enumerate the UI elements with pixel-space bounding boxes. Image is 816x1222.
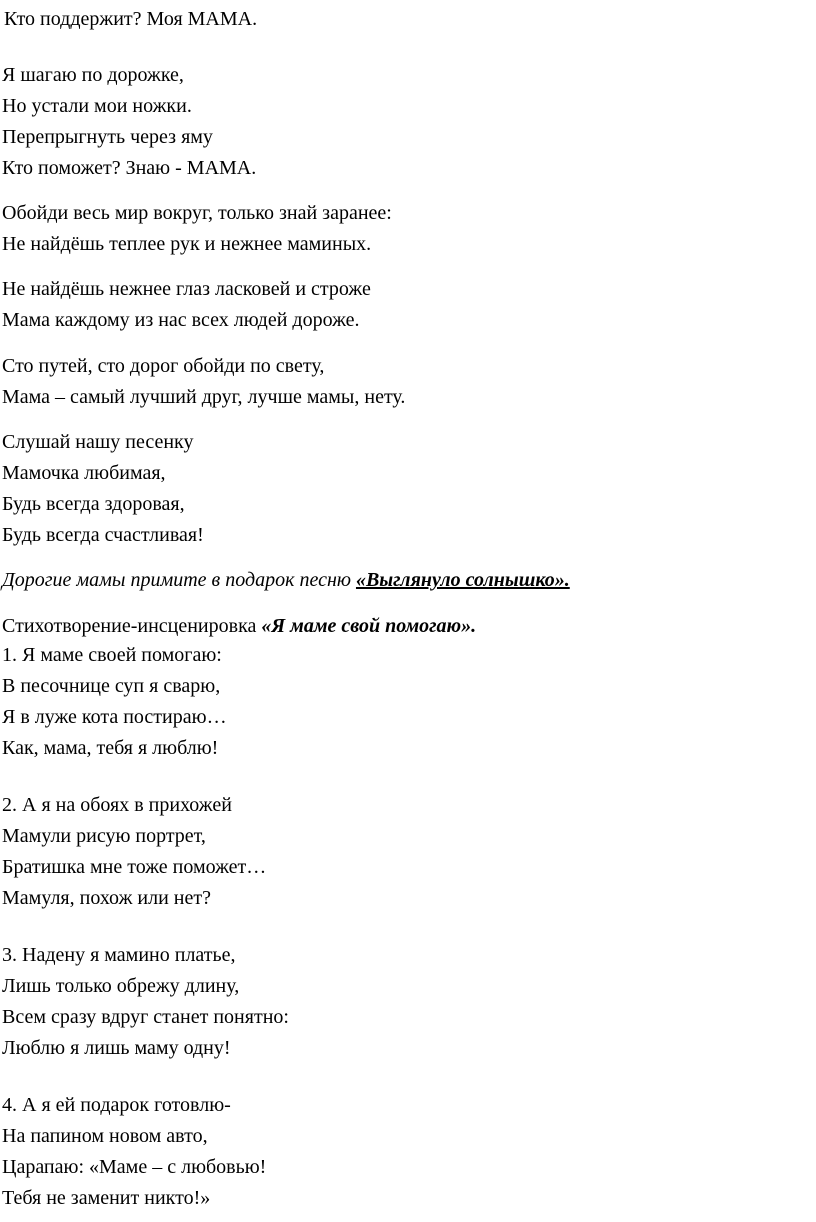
stanza3-line-1: Не найдёшь нежнее глаз ласковей и строже xyxy=(2,278,371,300)
verse3-line-2: Лишь только обрежу длину, xyxy=(2,975,240,997)
stanza4-line-1: Сто путей, сто дорог обойди по свету, xyxy=(2,355,325,377)
stanza1-line-3: Перепрыгнуть через яму xyxy=(2,126,213,148)
stanza5-line-4: Будь всегда счастливая! xyxy=(2,524,204,546)
stanza1-line-2: Но устали мои ножки. xyxy=(2,95,192,117)
stanza1-line-1: Я шагаю по дорожке, xyxy=(2,64,184,86)
poem-intro xyxy=(2,614,476,638)
stanza5-line-2: Мамочка любимая, xyxy=(2,462,166,484)
verse3-line-4: Люблю я лишь маму одну! xyxy=(2,1037,231,1059)
verse4-line-3: Царапаю: «Маме – с любовью! xyxy=(2,1156,267,1178)
stanza2-line-2: Не найдёшь теплее рук и нежнее маминых. xyxy=(2,233,372,255)
poem-intro-text: Стихотворение-инсценировка xyxy=(2,615,262,637)
song-intro-text: Дорогие мамы примите в подарок песню xyxy=(2,569,356,591)
stanza2-line-1: Обойди весь мир вокруг, только знай заранее: xyxy=(2,202,392,224)
verse4-line-2: На папином новом авто, xyxy=(2,1125,208,1147)
stanza3-line-2: Мама каждому из нас всех людей дороже. xyxy=(2,309,360,331)
poem-title: «Я маме свой помогаю». xyxy=(261,615,477,637)
stanza4-line-2: Мама – самый лучший друг, лучше мамы, нету. xyxy=(2,386,406,408)
verse2-line-1: 2. А я на обоях в прихожей xyxy=(2,794,232,816)
stanza5-line-3: Будь всегда здоровая, xyxy=(2,493,185,515)
verse1-line-1: 1. Я маме своей помогаю: xyxy=(2,644,222,666)
verse3-line-1: 3. Надену я мамино платье, xyxy=(2,944,236,966)
verse2-line-2: Мамули рисую портрет, xyxy=(2,825,206,847)
verse4-line-1: 4. А я ей подарок готовлю- xyxy=(2,1094,231,1116)
verse3-line-3: Всем сразу вдруг станет понятно: xyxy=(2,1006,289,1028)
song-title: «Выглянуло солнышко». xyxy=(355,569,570,591)
song-intro xyxy=(2,568,570,592)
verse1-line-2: В песочнице суп я сварю, xyxy=(2,675,221,697)
verse2-line-3: Братишка мне тоже поможет… xyxy=(2,856,267,878)
document-title: Кто поддержит? Моя МАМА. xyxy=(4,8,258,30)
verse4-line-4: Тебя не заменит никто!» xyxy=(2,1187,211,1209)
stanza5-line-1: Слушай нашу песенку xyxy=(2,431,194,453)
stanza1-line-4: Кто поможет? Знаю - МАМА. xyxy=(2,157,257,179)
verse2-line-4: Мамуля, похож или нет? xyxy=(2,887,211,909)
verse1-line-4: Как, мама, тебя я люблю! xyxy=(2,737,219,759)
verse1-line-3: Я в луже кота постираю… xyxy=(2,706,227,728)
